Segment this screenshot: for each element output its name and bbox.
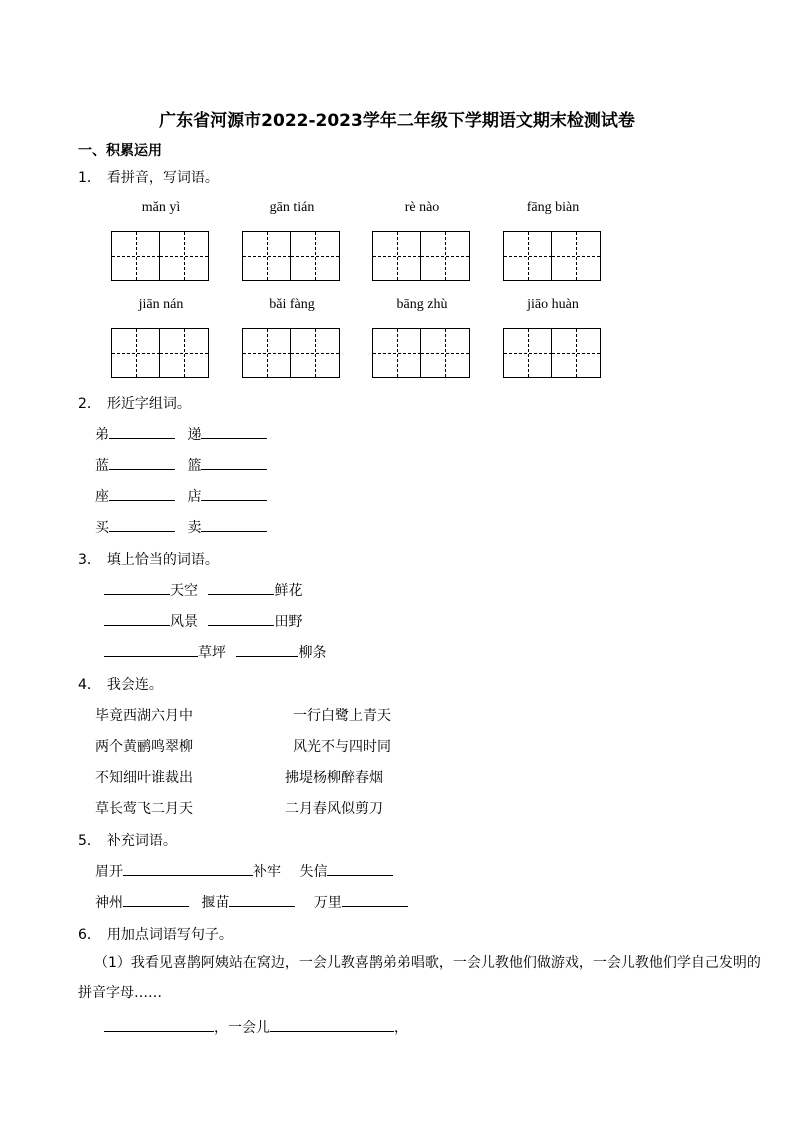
question-number: 6．	[78, 927, 101, 943]
phrase-row	[104, 642, 326, 662]
question-4	[78, 674, 163, 694]
idiom-part: 神州	[95, 895, 123, 911]
answer-blank[interactable]	[104, 1030, 214, 1032]
phrase-word: 田野	[274, 614, 303, 630]
question-number: 1．	[78, 170, 101, 186]
poem-line-left[interactable]: 毕竟西湖六月中	[95, 708, 193, 724]
answer-blank[interactable]	[201, 499, 267, 501]
idiom-part: 失信	[299, 864, 328, 880]
fill-connector: ，	[394, 1020, 408, 1036]
writing-grid[interactable]	[242, 231, 340, 281]
answer-blank[interactable]	[123, 874, 253, 876]
question-6	[78, 924, 233, 944]
poem-line-left[interactable]: 草长莺飞二月天	[95, 801, 193, 817]
writing-grid[interactable]	[242, 328, 340, 378]
idiom-part: 眉开	[95, 864, 123, 880]
pinyin-label: rè nào	[404, 200, 440, 215]
character: 蓝	[95, 458, 109, 474]
answer-blank[interactable]	[109, 499, 175, 501]
answer-blank[interactable]	[208, 624, 274, 626]
pinyin-label: fāng biàn	[526, 200, 580, 215]
question-text: 用加点词语写句子。	[106, 927, 233, 943]
question-text: 补充词语。	[106, 833, 177, 849]
word-row	[95, 424, 267, 444]
answer-blank[interactable]	[201, 530, 267, 532]
character: 店	[187, 489, 202, 505]
question-text: 看拼音，写词语。	[106, 170, 219, 186]
poem-line-right[interactable]: 拂堤杨柳醉春烟	[285, 770, 383, 786]
poem-line-left[interactable]: 不知细叶谁裁出	[95, 770, 193, 786]
answer-blank[interactable]	[109, 468, 175, 470]
writing-grid[interactable]	[503, 328, 601, 378]
question-number: 2．	[78, 396, 101, 412]
pinyin-label: jiāo huàn	[527, 297, 579, 312]
question-text: 形近字组词。	[106, 396, 191, 412]
character: 座	[95, 489, 109, 505]
character: 卖	[187, 520, 202, 536]
phrase-word: 天空	[170, 583, 198, 599]
phrase-word: 鲜花	[274, 583, 303, 599]
example-sentence: （1）我看见喜鹊阿姨站在窝边，一会儿教喜鹊弟弟唱歌，一会儿教他们做游戏，一会儿教他们学自己发明的拼音字母……	[78, 955, 761, 1001]
answer-blank[interactable]	[229, 905, 295, 907]
idiom-row	[95, 861, 393, 881]
question-text: 我会连。	[106, 677, 163, 693]
answer-blank[interactable]	[270, 1030, 394, 1032]
pinyin-label: gān tián	[269, 200, 315, 215]
sentence-fill-row	[104, 1017, 408, 1037]
character: 篮	[187, 458, 202, 474]
pinyin-label: bǎi fàng	[269, 297, 315, 312]
section-heading: 一、积累运用	[78, 143, 162, 159]
answer-blank[interactable]	[201, 437, 267, 439]
poem-line-right[interactable]: 二月春风似剪刀	[285, 801, 383, 817]
character: 递	[187, 427, 202, 443]
character: 弟	[95, 427, 109, 443]
answer-blank[interactable]	[109, 437, 175, 439]
poem-line-left[interactable]: 两个黄鹂鸣翠柳	[95, 739, 193, 755]
answer-blank[interactable]	[123, 905, 189, 907]
writing-grid[interactable]	[111, 231, 209, 281]
idiom-part: 揠苗	[201, 895, 230, 911]
answer-blank[interactable]	[201, 468, 267, 470]
word-row	[95, 455, 267, 475]
question-number: 5．	[78, 833, 101, 849]
idiom-part: 补牢	[253, 864, 281, 880]
question-1	[78, 167, 219, 187]
question-number: 4．	[78, 677, 101, 693]
idiom-row	[95, 892, 408, 912]
poem-line-right[interactable]: 一行白鹭上青天	[293, 708, 391, 724]
phrase-word: 风景	[170, 614, 198, 630]
answer-blank[interactable]	[342, 905, 408, 907]
question-2	[78, 393, 191, 413]
writing-grid[interactable]	[372, 328, 470, 378]
phrase-word: 柳条	[298, 645, 327, 661]
answer-blank[interactable]	[104, 655, 198, 657]
answer-blank[interactable]	[109, 530, 175, 532]
answer-blank[interactable]	[104, 624, 170, 626]
pinyin-label: mǎn yì	[141, 200, 181, 215]
phrase-word: 草坪	[198, 645, 226, 661]
idiom-part: 万里	[313, 895, 342, 911]
writing-grid[interactable]	[503, 231, 601, 281]
question-text: 填上恰当的词语。	[106, 552, 219, 568]
phrase-row	[104, 580, 302, 600]
word-row	[95, 486, 267, 506]
phrase-row	[104, 611, 302, 631]
poem-line-right[interactable]: 风光不与四时同	[293, 739, 391, 755]
question-3	[78, 549, 219, 569]
question-number: 3．	[78, 552, 101, 568]
page-title: 广东省河源市2022-2023学年二年级下学期语文期末检测试卷	[159, 111, 635, 131]
answer-blank[interactable]	[327, 874, 393, 876]
character: 买	[95, 520, 109, 536]
question-5	[78, 830, 177, 850]
writing-grid[interactable]	[111, 328, 209, 378]
pinyin-label: jiān nán	[138, 297, 184, 312]
answer-blank[interactable]	[104, 593, 170, 595]
answer-blank[interactable]	[236, 655, 298, 657]
writing-grid[interactable]	[372, 231, 470, 281]
pinyin-label: bāng zhù	[396, 297, 448, 312]
fill-connector: ，一会儿	[214, 1020, 270, 1036]
word-row	[95, 517, 267, 537]
answer-blank[interactable]	[208, 593, 274, 595]
